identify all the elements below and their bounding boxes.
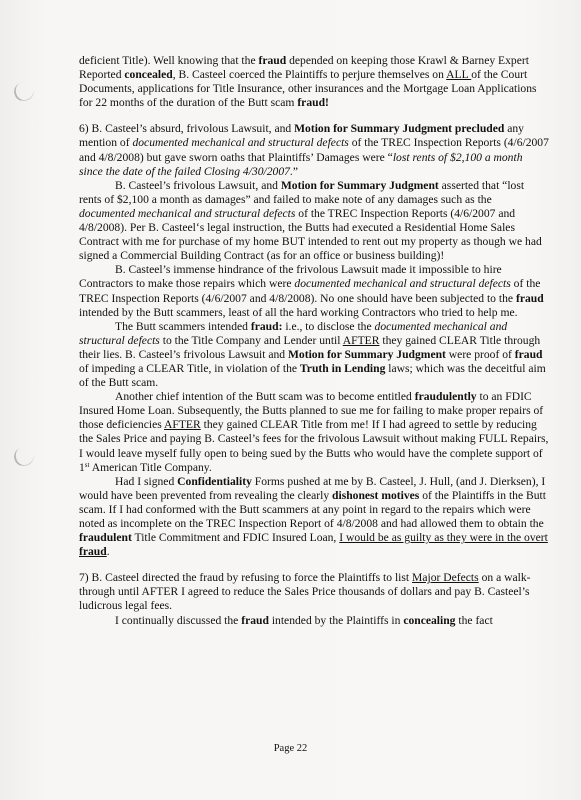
binder-hole-mark xyxy=(11,79,36,104)
paragraph: Another chief intention of the Butt scam was to become entitled fraudulently to an FDIC Insured Home Loan. Subsequently, the Butts planned to sue me for failing to make proper repairs of those deficiencies AFTER they gained CLEAR Title from me! If I had agreed to settle by reducing the Sales Price and paying B. Casteel’s fees for the frivolous Lawsuit without making FULL Repairs, I would leave myself fully open to being sued by the Butts who would have the complete support of 1st American Title Company. xyxy=(79,390,549,474)
paragraph: B. Casteel’s frivolous Lawsuit, and Motion for Summary Judgment asserted that “lost rents of $2,100 a month as damages” and failed to make note of any damages such as the documented mechanical and structural defects of the TREC Inspection Reports (4/6/2007 and 4/8/2008). Per B. Casteel‘s legal instruction, the Butts had executed a Residential Home Sales Contract with me for purchase of my home BUT intended to rent out my property as though we had signed a Commercial Building Contract (as for an office or business building)! xyxy=(79,178,542,263)
paragraph: 6) B. Casteel’s absurd, frivolous Lawsuit, and Motion for Summary Judgment precluded any mention of documented mechanical and structural defects of the TREC Inspection Reports (4/6/2007 and 4/8/2008) but gave sworn oaths that Plaintiffs’ Damages were “lost rents of $2,100 a month since the date of the failed Closing 4/30/2007.” xyxy=(79,122,549,178)
paragraph: 7) B. Casteel directed the fraud by refusing to force the Plaintiffs to list Major Defects on a walk-through until AFTER I agreed to reduce the Sales Price thousands of dollars and pay B. Casteel’s ludicrous legal fees. xyxy=(79,571,531,613)
paragraph: Had I signed Confidentiality Forms pushed at me by B. Casteel, J. Hull, (and J. Dierksen), I would have been prevented from revealing the clearly dishonest motives of the Plaintiffs in the Butt scam. If I had conformed with the Butt scammers at any point in regard to the repairs which were noted as incomplete on the TREC Inspection Report of 4/8/2008 and had allowed them to obtain the fraudulent Title Commitment and FDIC Insured Loan, I would be as guilty as they were in the overt fraud. xyxy=(79,474,548,559)
paragraph: I continually discussed the fraud intended by the Plaintiffs in concealing the fact xyxy=(115,613,493,627)
paragraph: deficient Title). Well knowing that the fraud depended on keeping those Krawl & Barney Expert Reported concealed, B. Casteel coerced the Plaintiffs to perjure themselves on ALL of the Court Documents, applications for Title Insurance, other insurances and the Mortgage Loan Applications for 22 months of the duration of the Butt scam fraud! xyxy=(79,54,537,110)
page-number: Page 22 xyxy=(273,743,308,754)
paragraph: The Butt scammers intended fraud: i.e., to disclose the documented mechanical and structural defects to the Title Company and Lender until AFTER they gained CLEAR Title through their lies. B. Casteel’s frivolous Lawsuit and Motion for Summary Judgment were proof of fraud of impeding a CLEAR Title, in violation of the Truth in Lending laws; which was the deceitful aim of the Butt scam. xyxy=(79,319,546,390)
binder-hole-mark xyxy=(11,444,36,469)
document-body xyxy=(79,54,549,628)
paragraph: B. Casteel’s immense hindrance of the frivolous Lawsuit made it impossible to hire Contractors to make those repairs which were documented mechanical and structural defects of the TREC Inspection Reports (4/6/2007 and 4/8/2008). No one should have been subjected to the fraud intended by the Butt scammers, least of all the hard working Contractors who tried to help me. xyxy=(79,263,544,319)
